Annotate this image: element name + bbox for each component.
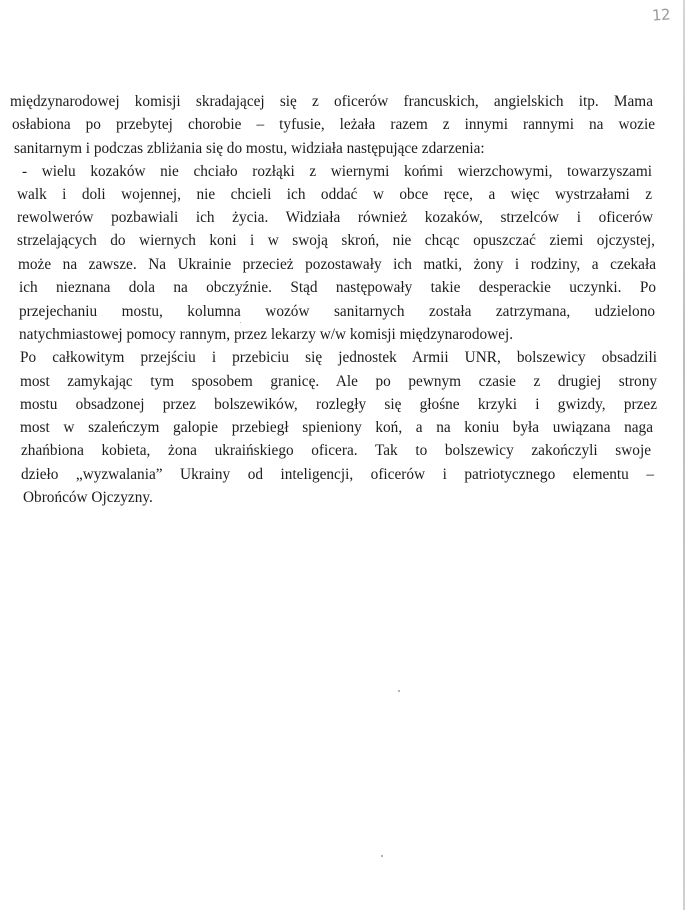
scan-speck (240, 322, 241, 323)
text-line: Obrońców Ojczyzny. (23, 489, 153, 506)
text-line: Po całkowitym przejściu i przebiciu się jednostek Armii UNR, bolszewicy obsadzili (20, 349, 657, 366)
text-line: rewolwerów pozbawiali ich życia. Widziała również kozaków, strzelców i oficerów (17, 209, 653, 226)
scan-speck (381, 855, 383, 857)
text-line: międzynarodowej komisji skradającej się z oficerów francuskich, angielskich itp. Mama (10, 93, 653, 110)
text-line: sanitarnym i podczas zbliżania się do mostu, widziała następujące zdarzenia: (14, 140, 485, 157)
text-line: może na zawsze. Na Ukrainie przecież pozostawały ich matki, żony i rodziny, a czekała (18, 256, 656, 273)
text-line: zhańbiona kobieta, żona ukraińskiego oficera. Tak to bolszewicy zakończyli swoje (21, 442, 651, 459)
text-line: mostu obsadzonej przez bolszewików, rozległy się głośne krzyki i gwizdy, przez (20, 396, 657, 413)
text-line: natychmiastowej pomocy rannym, przez lekarzy w/w komisji międzynarodowej. (19, 326, 514, 343)
text-line: osłabiona po przebytej chorobie – tyfusie, leżała razem z innymi rannymi na wozie (12, 116, 655, 133)
scan-speck (398, 690, 400, 692)
text-line: ich nieznana dola na obczyźnie. Stąd następowały takie desperackie uczynki. Po (19, 279, 656, 296)
text-line: most w szaleńczym galopie przebiegł spieniony koń, a na koniu była uwiązana naga (20, 419, 653, 436)
text-line: strzelających do wiernych koni i w swoją skroń, nie chcąc opuszczać ziemi ojczystej, (17, 232, 655, 249)
page-number: 12 (651, 5, 671, 25)
text-line: walk i doli wojennej, nie chcieli ich oddać w obce ręce, a więc wystrzałami z (17, 186, 652, 203)
text-line: - wielu kozaków nie chciało rozłąki z wiernymi końmi wierzchowymi, towarzyszami (22, 163, 652, 180)
text-line: dzieło „wyzwalania” Ukrainy od inteligencji, oficerów i patriotycznego elementu – (21, 466, 654, 483)
text-line: przejechaniu mostu, kolumna wozów sanitarnych została zatrzymana, udzielono (19, 303, 655, 320)
text-line: most zamykając tym sposobem granicę. Ale po pewnym czasie z drugiej strony (20, 373, 657, 390)
